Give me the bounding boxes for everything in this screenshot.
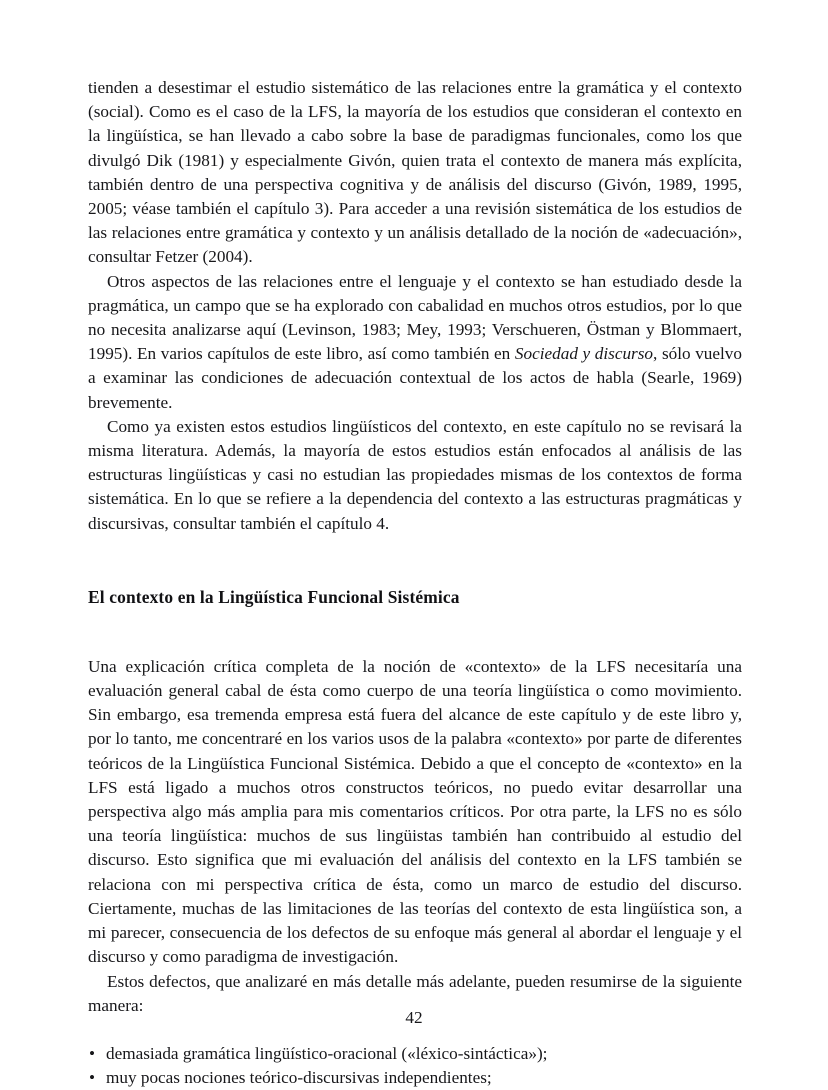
section-heading: El contexto en la Lingüística Funcional Sistémica — [88, 586, 460, 607]
paragraph-2-part-b: , sólo vuelvo a examinar las condiciones de adecuación contextual de los actos de habla (Searle, 1969) brevemente. — [88, 344, 742, 412]
list-item — [88, 1042, 742, 1066]
defects-bullet-list — [88, 1042, 742, 1090]
page-text-column — [88, 76, 742, 1090]
list-item — [88, 1066, 742, 1090]
paragraph-2-part-a: Otros aspectos de las relaciones entre el lenguaje y el contexto se han estudiado desde la pragmática, un campo que se ha explorado con cabalidad en muchos otros estudios, por lo que no necesita analizarse aquí (Levinson, 1983; Mey, 1993; Verschueren, Östman y Blommaert, 1995). En varios capítulos de este libro, así como también en — [88, 271, 742, 364]
paragraph-4: Una explicación crítica completa de la noción de «contexto» de la LFS necesitaría una evaluación general cabal de ésta como cuerpo de una teoría lingüística o como movimiento. Sin embargo, esa tremenda empresa está fuera del alcance de este capítulo y de este libro y, por lo tanto, me concentraré en los varios usos de la palabra «contexto» por parte de diferentes teóricos de la Lingüística Funcional Sistémica. Debido a que el concepto de «contexto» en la LFS está ligado a muchos otros constructos teóricos, no puedo evitar desarrollar una perspectiva algo más amplia para mis comentarios críticos. Por otra parte, la LFS no es sólo una teoría lingüística: muchos de sus lingüistas también han contribuido al estudio del discurso. Esto significa que mi evaluación del análisis del contexto en la LFS también se relaciona con mi perspectiva crítica de ésta, como un marco de estudio del discurso. Ciertamente, muchas de las limitaciones de las teorías del contexto de esta lingüística son, a mi parecer, consecuencia de los defectos de su enfoque más general al abordar el lenguaje y el discurso y como paradigma de investigación. — [88, 656, 742, 967]
spacer-below-heading — [88, 609, 742, 655]
list-item-label: demasiada gramática lingüístico-oracional («léxico-sintáctica»); — [106, 1043, 548, 1063]
page-number: 42 — [405, 1008, 423, 1027]
paragraph-1: tienden a desestimar el estudio sistemático de las relaciones entre la gramática y el contexto (social). Como es el caso de la LFS, la mayoría de los estudios que consideran el contexto en la lingüística, se han llevado a cabo sobre la base de paradigmas funcionales, como los que divulgó Dik (1981) y especialmente Givón, quien trata el contexto de manera más explícita, también dentro de una perspectiva cognitiva y de análisis del discurso (Givón, 1989, 1995, 2005; véase también el capítulo 3). Para acceder a una revisión sistemática de los estudios de las relaciones entre gramática y contexto y un análisis detallado de la noción de «adecuación», consultar Fetzer (2004). — [88, 78, 742, 267]
paragraph-2 — [88, 270, 742, 415]
book-title-sociedad-y-discurso: Sociedad y discurso — [514, 344, 654, 364]
paragraph-3: Como ya existen estos estudios lingüísticos del contexto, en este capítulo no se revisará la misma literatura. Además, la mayoría de estos estudios están enfocados al análisis de las estructuras lingüísticas y casi no estudian las propiedades mismas de los contextos de forma sistemática. En lo que se refiere a la dependencia del contexto a las estructuras pragmáticas y discursivas, consultar también el capítulo 4. — [88, 416, 742, 533]
spacer-above-heading — [88, 536, 742, 585]
list-item-label: muy pocas nociones teórico-discursivas independientes; — [106, 1068, 492, 1088]
paragraph-5: Estos defectos, que analizaré en más detalle más adelante, pueden resumirse de la siguiente manera: — [88, 971, 742, 1015]
bullet-dot-icon: • — [89, 1068, 96, 1088]
bullet-dot-icon: • — [89, 1043, 96, 1063]
